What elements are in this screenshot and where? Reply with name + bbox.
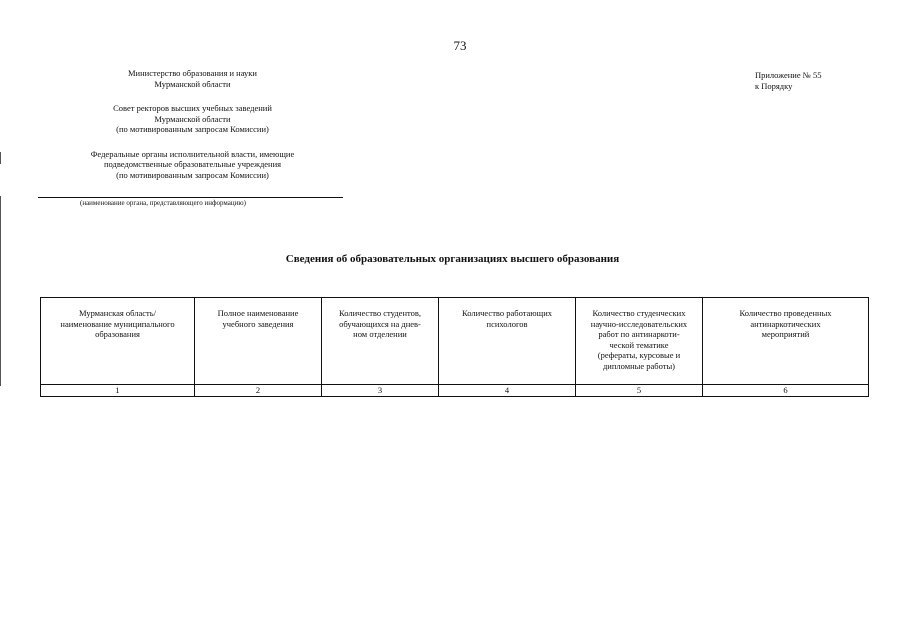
header-line: мероприятий xyxy=(761,329,810,339)
scan-edge-mark-bottom xyxy=(0,196,1,386)
header-line: наименование муниципального xyxy=(60,318,175,329)
column-header-students xyxy=(322,298,439,385)
issuer-rectors-council xyxy=(60,103,325,135)
header-line: Мурманская область/ xyxy=(78,308,157,318)
header-line: учебного заведения xyxy=(222,318,294,329)
appendix-number: Приложение № 55 xyxy=(755,70,822,80)
column-header-research-works xyxy=(576,298,703,385)
appendix-order: к Порядку xyxy=(755,81,793,91)
header-line: ческой тематике xyxy=(609,339,669,350)
issuer-ministry xyxy=(60,68,325,89)
document-title: Сведения об образовательных организациях высшего образования xyxy=(285,253,620,265)
scan-edge-mark-top xyxy=(0,152,1,164)
column-number: 5 xyxy=(576,385,703,397)
header-line: работ по антинаркоти- xyxy=(598,329,680,339)
appendix-reference xyxy=(755,70,821,92)
column-number: 6 xyxy=(703,385,869,397)
header-line: (рефераты, курсовые и xyxy=(597,350,681,360)
issuer-line: Федеральные органы исполнительной власти, имеющие xyxy=(90,148,295,159)
column-header-events xyxy=(703,298,869,385)
column-number: 4 xyxy=(439,385,576,397)
header-line: научно-исследовательских xyxy=(590,318,688,329)
column-header-psychologists xyxy=(439,298,576,385)
header-line: Количество проведенных xyxy=(739,308,832,318)
column-number: 2 xyxy=(195,385,322,397)
header-line: образования xyxy=(95,329,140,339)
issuer-line: Министерство образования и науки xyxy=(128,68,257,78)
issuer-line: подведомственные образовательные учреждения xyxy=(103,159,282,169)
header-line: обучающихся на днев- xyxy=(339,318,421,329)
issuer-line: Мурманской области xyxy=(154,113,231,124)
column-number: 3 xyxy=(322,385,439,397)
header-line: Количество студентов, xyxy=(339,308,421,318)
table-header-row xyxy=(41,298,869,385)
rule-caption: (наименование органа, представляющего информацию) xyxy=(80,199,246,207)
column-number-row xyxy=(41,385,869,397)
issuing-bodies xyxy=(60,68,325,194)
data-table xyxy=(40,297,869,397)
signature-rule xyxy=(38,197,343,198)
header-line: Количество студенческих xyxy=(592,308,686,318)
header-line: Полное наименование xyxy=(217,308,299,318)
header-line: ном отделении xyxy=(353,329,407,339)
issuer-line: (по мотивированным запросам Комиссии) xyxy=(116,124,269,134)
header-line: дипломные работы) xyxy=(602,360,676,371)
column-number: 1 xyxy=(41,385,195,397)
page-number: 73 xyxy=(453,38,467,53)
column-header-institution xyxy=(195,298,322,385)
header-line: антинаркотических xyxy=(750,318,821,329)
column-header-region xyxy=(41,298,195,385)
issuer-line: (по мотивированным запросам Комиссии) xyxy=(116,169,269,180)
header-line: Количество работающих xyxy=(461,308,553,318)
issuer-line: Совет ректоров высших учебных заведений xyxy=(113,103,272,113)
issuer-federal-bodies xyxy=(60,149,325,181)
issuer-line: Мурманской области xyxy=(154,78,231,89)
header-line: психологов xyxy=(486,318,528,329)
